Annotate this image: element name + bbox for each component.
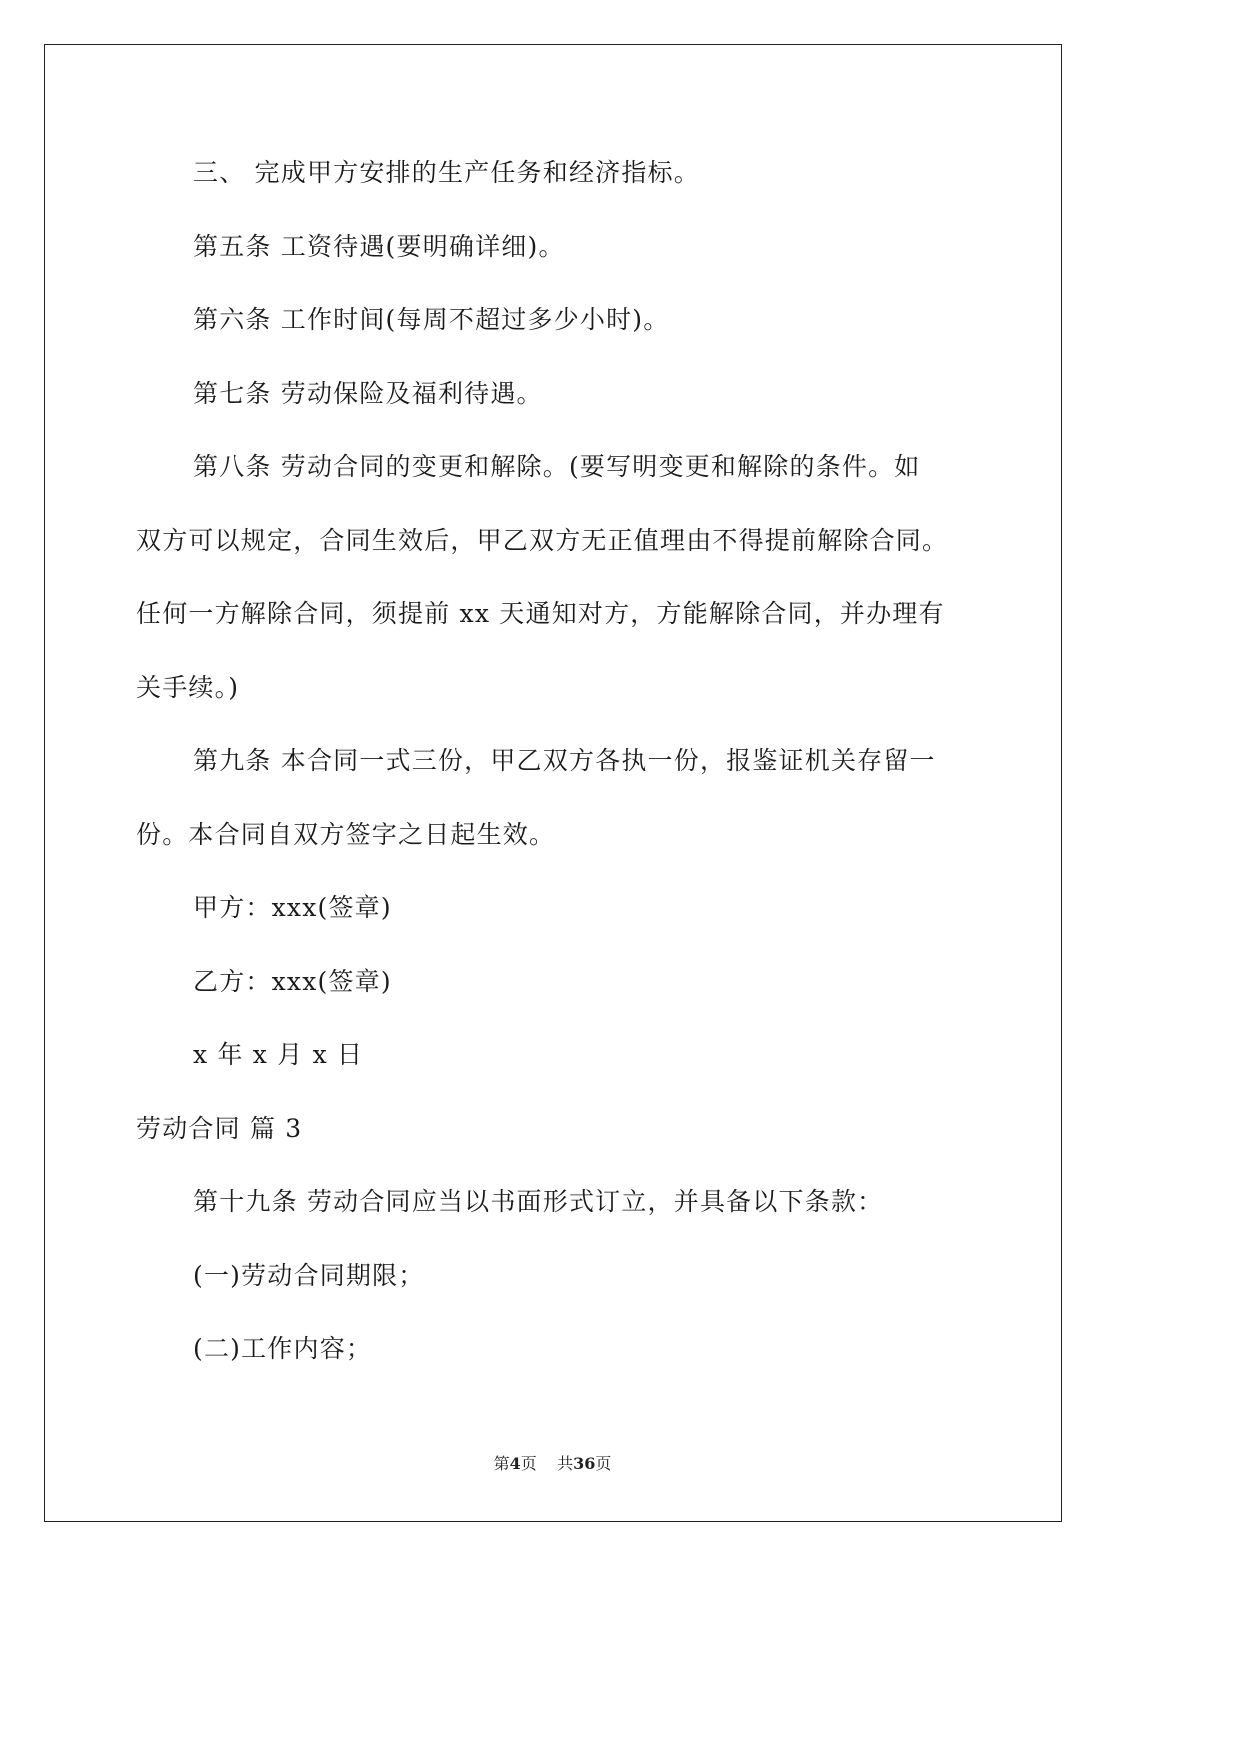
paragraph-line: 第六条 工作时间(每周不超过多少小时)。 xyxy=(193,305,670,334)
paragraph-line: 第七条 劳动保险及福利待遇。 xyxy=(193,378,543,408)
total-page-count: 36 xyxy=(573,1454,596,1473)
paragraph-line: 份。本合同自双方签字之日起生效。 xyxy=(136,819,556,849)
paragraph-line: 三、 完成甲方安排的生产任务和经济指标。 xyxy=(193,158,700,187)
signature-party-a: 甲方：xxx(签章) xyxy=(193,893,392,922)
paragraph-line: 任何一方解除合同，须提前 xx 天通知对方，方能解除合同，并办理有 xyxy=(136,599,945,628)
page-footer xyxy=(0,1452,1105,1476)
signature-party-b: 乙方：xxx(签章) xyxy=(193,966,392,996)
paragraph-line: 第五条 工资待遇(要明确详细)。 xyxy=(193,231,565,261)
footer-prefix: 第 xyxy=(493,1454,510,1473)
current-page-number: 4 xyxy=(509,1454,521,1473)
footer-total-unit: 页 xyxy=(595,1454,612,1473)
footer-total-prefix: 共 xyxy=(557,1454,574,1473)
section-heading: 劳动合同 篇 3 xyxy=(136,1113,303,1143)
list-item: (二)工作内容； xyxy=(193,1334,373,1363)
paragraph-line: 双方可以规定，合同生效后，甲乙双方无正值理由不得提前解除合同。 xyxy=(136,525,949,555)
document-body xyxy=(136,148,996,1398)
footer-page-unit: 页 xyxy=(520,1454,537,1473)
signature-date: x 年 x 月 x 日 xyxy=(193,1040,364,1069)
paragraph-line: 第九条 本合同一式三份，甲乙双方各执一份，报鉴证机关存留一 xyxy=(193,746,936,775)
paragraph-line: 第十九条 劳动合同应当以书面形式订立，并具备以下条款： xyxy=(193,1187,884,1216)
list-item: (一)劳动合同期限； xyxy=(193,1260,425,1290)
paragraph-line: 关手续。) xyxy=(136,672,240,702)
paragraph-line: 第八条 劳动合同的变更和解除。(要写明变更和解除的条件。如 xyxy=(193,452,921,481)
